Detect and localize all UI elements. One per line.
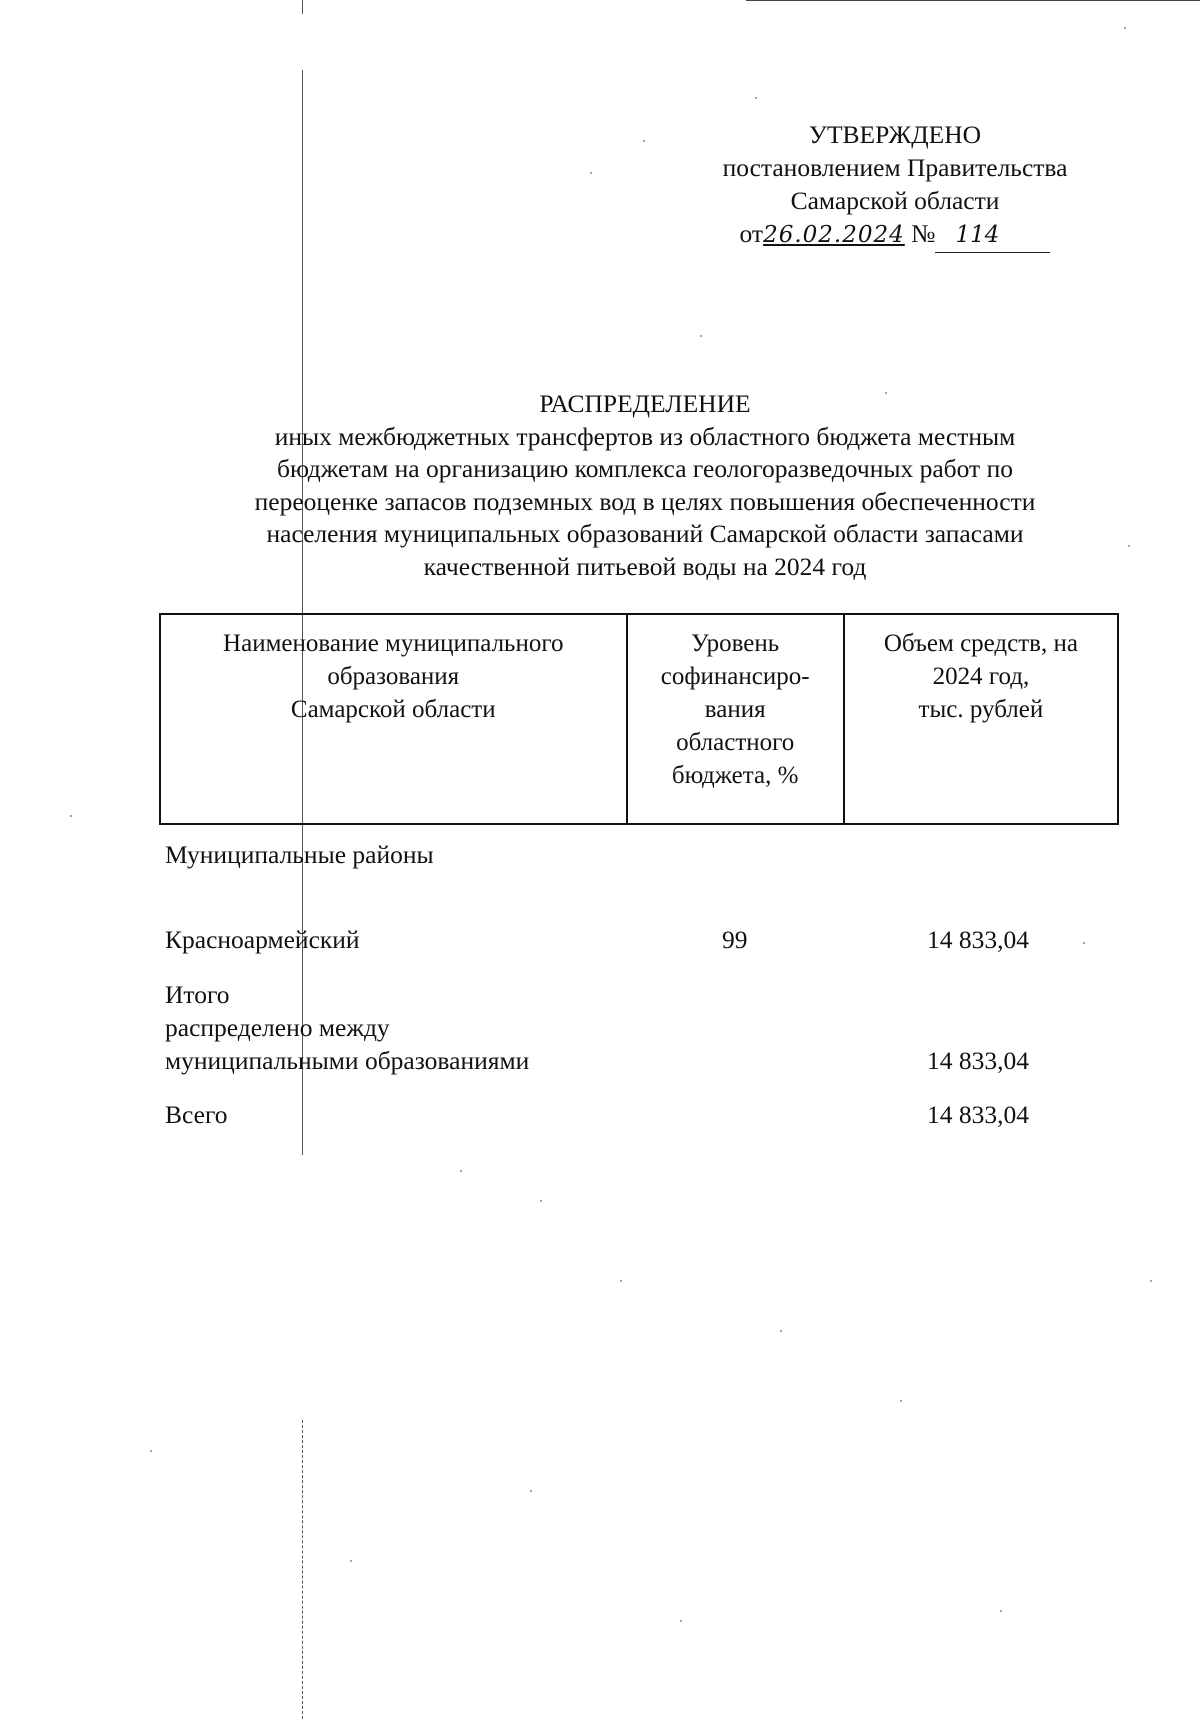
scan-noise-dot bbox=[540, 1200, 542, 1202]
scan-noise-dot bbox=[620, 1280, 622, 1282]
scan-noise-dot bbox=[590, 172, 592, 174]
scan-noise-dot bbox=[1000, 1610, 1002, 1612]
handwritten-number: 114 bbox=[935, 219, 1050, 253]
scan-noise-dot bbox=[900, 1400, 902, 1402]
handwritten-date: 26.02.2024 bbox=[763, 222, 905, 248]
scan-noise-dot bbox=[780, 1330, 782, 1332]
column-header-cofinancing-level bbox=[627, 614, 844, 824]
document-subtitle-line: качественной питьевой воды на 2024 год bbox=[423, 551, 867, 581]
scan-noise-dot bbox=[460, 1170, 462, 1172]
scan-artifact-vertical-line bbox=[302, 0, 303, 14]
approval-heading: УТВЕРЖДЕНО bbox=[808, 120, 982, 149]
header-line: софинансиро- bbox=[660, 663, 810, 690]
approval-date-line bbox=[690, 217, 1100, 253]
header-line: Уровень bbox=[691, 630, 780, 657]
scan-noise-dot bbox=[1150, 1280, 1152, 1282]
scan-noise-dot bbox=[700, 335, 702, 337]
header-line: вания bbox=[704, 696, 766, 723]
total-label-line: Итого bbox=[165, 980, 230, 1009]
section-title: Муниципальные районы bbox=[165, 840, 434, 869]
grand-total-label: Всего bbox=[165, 1100, 228, 1129]
row-cofinancing-percent: 99 bbox=[722, 925, 748, 954]
document-title-block bbox=[180, 388, 1110, 583]
scan-noise-dot bbox=[1124, 27, 1126, 29]
scan-artifact-vertical-line bbox=[302, 1420, 303, 1719]
document-subtitle-line: населения муниципальных образований Самарской области запасами bbox=[266, 519, 1024, 548]
scan-noise-dot bbox=[1128, 545, 1130, 547]
scan-noise-dot bbox=[530, 1490, 532, 1492]
scan-noise-dot bbox=[1083, 942, 1085, 944]
column-header-municipality bbox=[160, 614, 627, 824]
header-line: тыс. рублей bbox=[918, 696, 1044, 723]
header-line: 2024 год, bbox=[932, 663, 1030, 690]
header-line: областного bbox=[676, 729, 795, 756]
total-label-line: распределено между bbox=[165, 1013, 390, 1042]
scan-noise-dot bbox=[70, 815, 72, 817]
scan-noise-dot bbox=[885, 392, 887, 394]
grand-total-amount: 14 833,04 bbox=[927, 1100, 1029, 1129]
document-subtitle-line: иных межбюджетных трансфертов из областного бюджета местным bbox=[274, 421, 1016, 451]
approval-line: Самарской области bbox=[790, 186, 1000, 215]
row-amount: 14 833,04 bbox=[927, 925, 1029, 954]
scan-noise-dot bbox=[150, 1450, 152, 1452]
header-line: Объем средств, на bbox=[883, 630, 1078, 657]
total-distributed-amount: 14 833,04 bbox=[927, 1046, 1029, 1075]
document-subtitle-line: переоценке запасов подземных вод в целях повышения обеспеченности bbox=[254, 486, 1036, 516]
header-line: Наименование муниципального bbox=[223, 630, 564, 657]
approval-line: постановлением Правительства bbox=[722, 153, 1068, 182]
header-line: образования bbox=[327, 663, 460, 690]
row-municipality-name: Красноармейский bbox=[165, 925, 360, 954]
date-prefix: от bbox=[739, 219, 764, 248]
scan-noise-dot bbox=[643, 140, 645, 142]
total-label-line: муниципальными образованиями bbox=[165, 1046, 530, 1075]
header-line: Самарской области bbox=[290, 696, 496, 723]
scan-artifact-top-line bbox=[746, 0, 1200, 1]
document-title: РАСПРЕДЕЛЕНИЕ bbox=[539, 389, 751, 418]
scan-noise-dot bbox=[680, 1620, 682, 1622]
scan-noise-dot bbox=[755, 97, 757, 99]
scan-noise-dot bbox=[350, 1560, 352, 1562]
table-header bbox=[159, 613, 1119, 825]
approval-stamp bbox=[690, 118, 1100, 253]
header-line: бюджета, % bbox=[671, 762, 799, 789]
number-prefix: № bbox=[911, 219, 936, 248]
document-subtitle-line: бюджетам на организацию комплекса геологоразведочных работ по bbox=[277, 454, 1013, 483]
column-header-amount bbox=[844, 614, 1118, 824]
